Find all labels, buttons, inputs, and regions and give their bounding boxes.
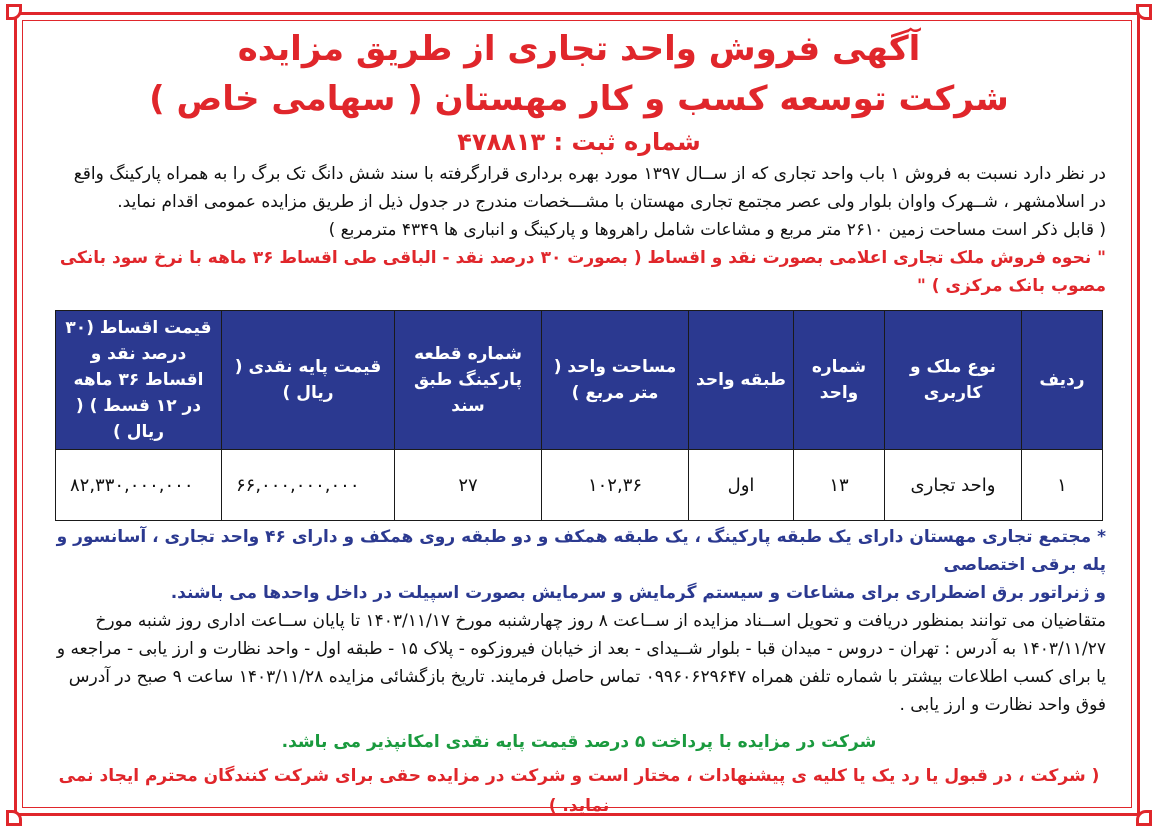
cell-parking-number: ۲۷ <box>395 450 542 521</box>
col-header-area: مساحت واحد ( متر مربع ) <box>542 311 689 450</box>
cell-unit-number: ۱۳ <box>794 450 885 521</box>
cell-installment-price: ۸۲,۳۳۰,۰۰۰,۰۰۰ <box>56 450 222 521</box>
instructions-line: یا برای کسب اطلاعات بیشتر با شماره تلفن همراه ۰۹۹۶۰۶۲۹۶۴۷ تماس حاصل فرمایند. تاریخ بازگشائی مزایده ۱۴۰۳/۱۱/۲۸ ساعت ۹ صبح در آدرس <box>68 667 1106 687</box>
cell-property-type: واحد تجاری <box>885 450 1022 521</box>
registration-number: شماره ثبت : ۴۷۸۸۱۳ <box>457 128 701 156</box>
property-table <box>55 310 1103 521</box>
cell-cash-price: ۶۶,۰۰۰,۰۰۰,۰۰۰ <box>222 450 395 521</box>
closing-note: ( شرکت ، در قبول یا رد یک یا کلیه ی پیشنهادات ، مختار است و شرکت در مزایده حقی برای شرکت کنندگان محترم ایجاد نمی نماید. ) <box>58 766 1100 816</box>
table-row <box>56 450 1103 521</box>
instructions-line: ۱۴۰۳/۱۱/۲۷ به آدرس : تهران - دروس - میدان قبا - بلوار شــیدای - بعد از خیابان فیروزکوه - پلاک ۱۵ - طبقه اول - واحد نظارت و ارز یابی - مراجعه و <box>56 639 1106 659</box>
intro-note: ( قابل ذکر است مساحت زمین ۲۶۱۰ متر مربع و مشاعات شامل راهروها و پارکینگ و انباری ها ۴۳۴۹ مترمربع ) <box>328 220 1106 240</box>
complex-note: * مجتمع تجاری مهستان دارای یک طبقه پارکینگ ، یک طبقه همکف و دو طبقه روی همکف و دارای ۴۶ واحد تجاری ، آسانسور و پله برقی اختصاصی <box>56 527 1106 575</box>
intro-line: در اسلامشهر ، شــهرک واوان بلوار ولی عصر مجتمع تجاری مهستان با مشـــخصات مندرج در جدول ذیل از طریق مزایده عمومی اقدام نماید. <box>117 192 1106 212</box>
intro-line: در نظر دارد نسبت به فروش ۱ باب واحد تجاری که از ســال ۱۳۹۷ مورد بهره برداری قرارگرفته با سند شش دانگ تک برگ را به همراه پارکینگ واقع <box>73 164 1106 184</box>
company-name: شرکت توسعه کسب و کار مهستان ( سهامی خاص ) <box>149 79 1009 119</box>
col-header-row-number: ردیف <box>1022 311 1103 450</box>
sale-terms: " نحوه فروش ملک تجاری اعلامی بصورت نقد و اقساط ( بصورت ۳۰ درصد نقد - الباقی طی اقساط ۳۶ ماهه با نرخ سود بانکی مصوب بانک مرکزی ) " <box>59 248 1106 296</box>
ad-title: آگهی فروش واحد تجاری از طریق مزایده <box>237 29 921 69</box>
advertisement <box>52 24 1106 821</box>
instructions-line: فوق واحد نظارت و ارز یابی . <box>899 695 1106 715</box>
cell-row-number: ۱ <box>1022 450 1103 521</box>
col-header-parking-number: شماره قطعه پارکینگ طبق سند <box>395 311 542 450</box>
complex-note: و ژنراتور برق اضطراری برای مشاعات و سیستم گرمایش و سرمایش بصورت اسپیلت در داخل واحدها می باشند. <box>170 583 1106 603</box>
col-header-cash-price: قیمت پایه نقدی ( ریال ) <box>222 311 395 450</box>
cell-floor: اول <box>689 450 794 521</box>
corner-ornament <box>1136 810 1152 826</box>
col-header-floor: طبقه واحد <box>689 311 794 450</box>
instructions-line: متقاضیان می توانند بمنظور دریافت و تحویل اســناد مزایده از ســاعت ۸ روز چهارشنبه مورخ ۱۴۰۳/۱۱/۱۷ تا پایان ســاعت اداری روز شنبه مورخ <box>95 611 1106 631</box>
col-header-unit-number: شماره واحد <box>794 311 885 450</box>
col-header-property-type: نوع ملک و کاربری <box>885 311 1022 450</box>
cell-area: ۱۰۲,۳۶ <box>542 450 689 521</box>
col-header-installment-price: قیمت اقساط (۳۰ درصد نقد و اقساط ۳۶ ماهه در ۱۲ قسط ) ( ریال ) <box>56 311 222 450</box>
deposit-note: شرکت در مزایده با پرداخت ۵ درصد قیمت پایه نقدی امکانپذیر می باشد. <box>281 732 877 752</box>
table-header-row <box>56 311 1103 450</box>
